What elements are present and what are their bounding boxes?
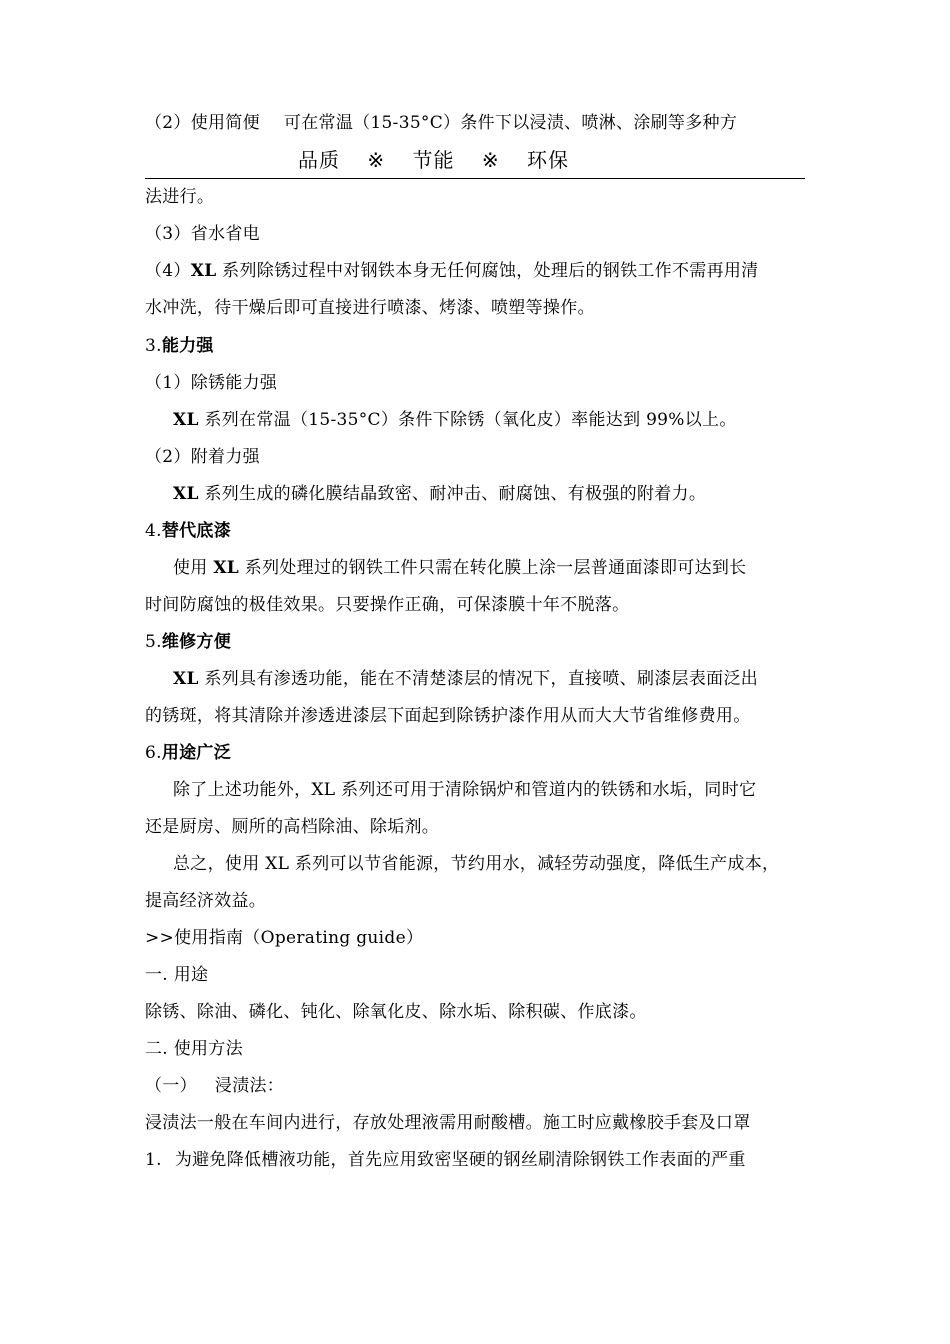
line-text: 系列具有渗透功能，能在不清楚漆层的情况下，直接喷、刷漆层表面泛出 [198,669,759,689]
section-heading [145,335,810,357]
section-heading [145,520,810,542]
section-number: 6. [145,743,162,763]
paragraph-line: 除了上述功能外，XL 系列还可用于清除锅炉和管道内的铁锈和水垢，同时它 [173,780,757,800]
header-quality: 品质 [298,148,340,172]
guide-heading: >>使用指南（Operating guide） [145,928,424,948]
paragraph-line [173,668,810,690]
product-name: XL [173,410,199,430]
line-text: 为避免降低槽液功能，首先应用致密坚硬的钢丝刷清除钢铁工作表面的严重 [174,1150,746,1170]
header-rule [145,178,805,179]
product-name: XL [190,261,217,281]
section-heading [145,742,810,764]
section-title: 维修方便 [161,632,232,652]
item-label: （一） [145,1076,197,1096]
product-name: XL [173,669,199,689]
line-text: 系列生成的磷化膜结晶致密、耐冲击、耐腐蚀、有极强的附着力。 [198,484,707,504]
line-text: 系列处理过的钢铁工件只需在转化膜上涂一层普通面漆即可达到长 [239,558,747,578]
paragraph-line: 时间防腐蚀的极佳效果。只要操作正确，可保漆膜十年不脱落。 [145,595,630,615]
paragraph-line [173,483,810,505]
header-separator: ※ [481,148,500,172]
paragraph-line: 水冲洗，待干燥后即可直接进行喷漆、烤漆、喷塑等操作。 [145,298,595,318]
section-number: 3. [145,336,162,356]
paragraph-line: （2）附着力强 [145,447,260,467]
paragraph-line: 的锈斑，将其清除并渗透进漆层下面起到除锈护漆作用从而大大节省维修费用。 [145,706,751,726]
paragraph-line: 法进行。 [145,187,215,207]
paragraph-line [173,557,810,579]
section-title: 用途广泛 [161,743,232,763]
paragraph-line: 浸渍法一般在车间内进行，存放处理液需用耐酸槽。施工时应戴橡胶手套及口罩 [145,1113,751,1133]
line-text: 使用 [173,558,214,578]
paragraph-line: （1）除锈能力强 [145,373,278,393]
subsection-heading: 二. 使用方法 [145,1039,243,1059]
paragraph-line [173,409,810,431]
paragraph-line [145,112,810,134]
paragraph-line: 还是厨房、厕所的高档除油、除垢剂。 [145,817,440,837]
section-number: 5. [145,632,162,652]
header-environment: 环保 [526,148,569,172]
page-header-slogan [298,147,579,173]
paragraph-line [145,260,810,282]
paragraph-line: 提高经济效益。 [145,891,267,911]
header-separator: ※ [367,148,386,172]
list-number: 1. [145,1150,162,1170]
section-title: 能力强 [161,336,214,356]
line-text: 系列在常温（15-35°C）条件下除锈（氧化皮）率能达到 99%以上。 [198,410,737,430]
section-heading [145,631,810,653]
product-name: XL [173,484,199,504]
paragraph-line: 除锈、除油、磷化、钝化、除氧化皮、除水垢、除积碳、作底漆。 [145,1002,647,1022]
method-heading [145,1075,810,1097]
line-text: 系列除锈过程中对钢铁本身无任何腐蚀，处理后的钢铁工作不需再用清 [216,261,759,281]
product-name: XL [213,558,240,578]
header-energy: 节能 [412,148,455,172]
method-title: 浸渍法： [214,1076,285,1096]
subsection-heading: 一. 用途 [145,965,209,985]
list-item [145,1149,810,1171]
item-label: （2）使用简便 [145,113,260,133]
section-title: 替代底漆 [161,521,232,541]
section-number: 4. [145,521,162,541]
item-label: （4） [145,261,191,281]
line-text: 可在常温（15-35°C）条件下以浸渍、喷淋、涂刷等多种方 [283,113,738,133]
paragraph-line: 总之，使用 XL 系列可以节省能源，节约用水，减轻劳动强度，降低生产成本， [173,854,780,874]
paragraph-line: （3）省水省电 [145,224,260,244]
